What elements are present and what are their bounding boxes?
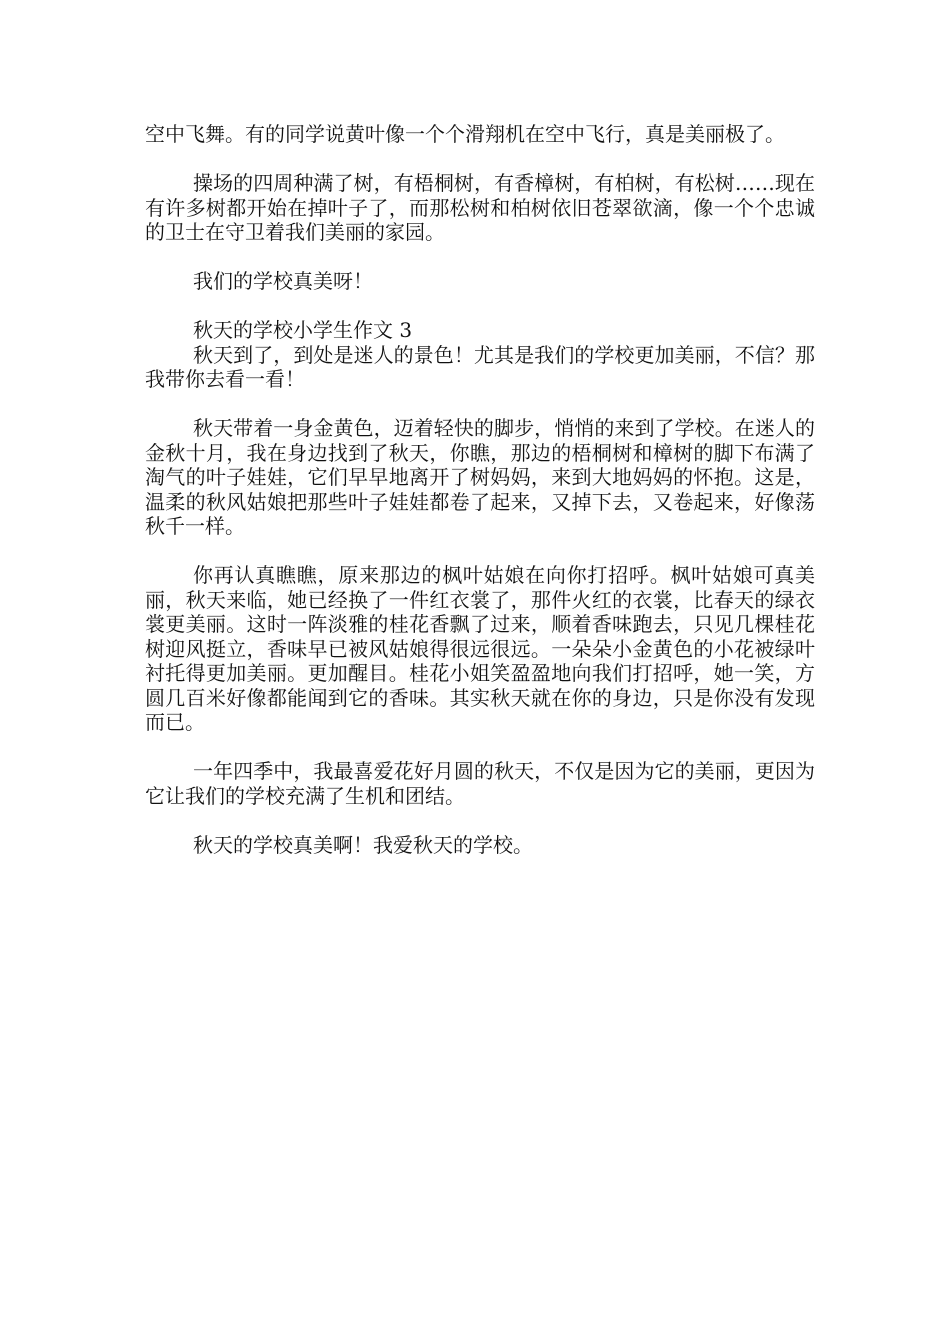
paragraph-8: 一年四季中，我最喜爱花好月圆的秋天，不仅是因为它的美丽，更因为它让我们的学校充满了生机和团结。 <box>145 759 815 808</box>
paragraph-5: 秋天到了，到处是迷人的景色！尤其是我们的学校更加美丽，不信？那我带你去看一看！ <box>145 342 815 391</box>
paragraph-3: 我们的学校真美呀！ <box>193 269 373 293</box>
paragraph-9: 秋天的学校真美啊！我爱秋天的学校。 <box>193 832 533 857</box>
document-body <box>145 122 815 857</box>
paragraph-1: 空中飞舞。有的同学说黄叶像一个个滑翔机在空中飞行，真是美丽极了。 <box>145 122 785 146</box>
paragraph-2: 操场的四周种满了树，有梧桐树，有香樟树，有柏树，有松树……现在有许多树都开始在掉叶子了，而那松树和柏树依旧苍翠欲滴，像一个个忠诚的卫士在守卫着我们美丽的家园。 <box>145 171 815 244</box>
paragraph-6: 秋天带着一身金黄色，迈着轻快的脚步，悄悄的来到了学校。在迷人的金秋十月，我在身边找到了秋天，你瞧，那边的梧桐树和樟树的脚下布满了淘气的叶子娃娃，它们早早地离开了树妈妈，来到大地妈妈的怀抱。这是，温柔的秋风姑娘把那些叶子娃娃都卷了起来，又掉下去，又卷起来，好像荡秋千一样。 <box>145 416 815 538</box>
section-heading: 秋天的学校小学生作文 3 <box>193 318 413 342</box>
paragraph-7: 你再认真瞧瞧，原来那边的枫叶姑娘在向你打招呼。枫叶姑娘可真美丽，秋天来临，她已经换了一件红衣裳了，那件火红的衣裳，比春天的绿衣裳更美丽。这时一阵淡雅的桂花香飘了过来，顺着香味跑去，只见几棵桂花树迎风挺立，香味早已被风姑娘得很远很远。一朵朵小金黄色的小花被绿叶衬托得更加美丽。更加醒目。桂花小姐笑盈盈地向我们打招呼，她一笑，方圆几百米好像都能闻到它的香味。其实秋天就在你的身边，只是你没有发现而已。 <box>145 563 815 734</box>
